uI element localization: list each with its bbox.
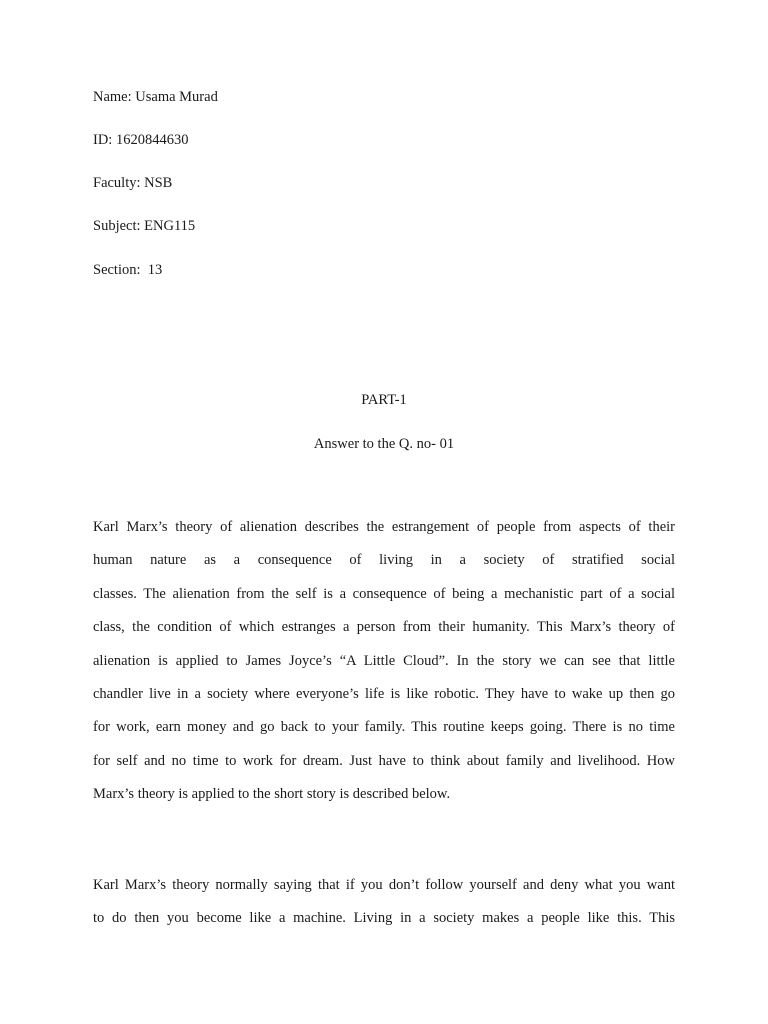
paragraph-line: class, the condition of which estranges a person from their humanity. This Marx’s theory of [93, 619, 675, 636]
subject: Subject: ENG115 [93, 218, 196, 234]
paragraph-line: human nature as a consequence of living in a society of stratified social [93, 552, 675, 569]
question-title: Answer to the Q. no- 01 [313, 436, 455, 452]
paragraph-line: Karl Marx’s theory of alienation describes the estrangement of people from aspects of their [93, 519, 675, 535]
paragraph-line: Karl Marx’s theory normally saying that if you don’t follow yourself and deny what you want [93, 877, 675, 893]
paragraph-line: alienation is applied to James Joyce’s “A Little Cloud”. In the story we can see that little [93, 652, 675, 669]
paragraph-line: chandler live in a society where everyone’s life is like robotic. They have to wake up then go [93, 686, 675, 703]
paragraph-2 [93, 869, 675, 936]
faculty: Faculty: NSB [93, 175, 173, 191]
paragraph-1 [93, 511, 675, 812]
student-id: ID: 1620844630 [93, 132, 189, 148]
paragraph-line: classes. The alienation from the self is a consequence of being a mechanistic part of a social [93, 585, 675, 602]
part-title: PART-1 [361, 392, 407, 408]
section: Section: 13 [93, 262, 163, 278]
paragraph-line: to do then you become like a machine. Living in a society makes a people like this. This [93, 910, 675, 927]
paragraph-line: for work, earn money and go back to your family. This routine keeps going. There is no time [93, 719, 675, 736]
paragraph-line: Marx’s theory is applied to the short story is described below. [93, 786, 451, 803]
paragraph-line: for self and no time to work for dream. Just have to think about family and livelihood. How [93, 752, 675, 769]
student-name: Name: Usama Murad [93, 89, 218, 105]
